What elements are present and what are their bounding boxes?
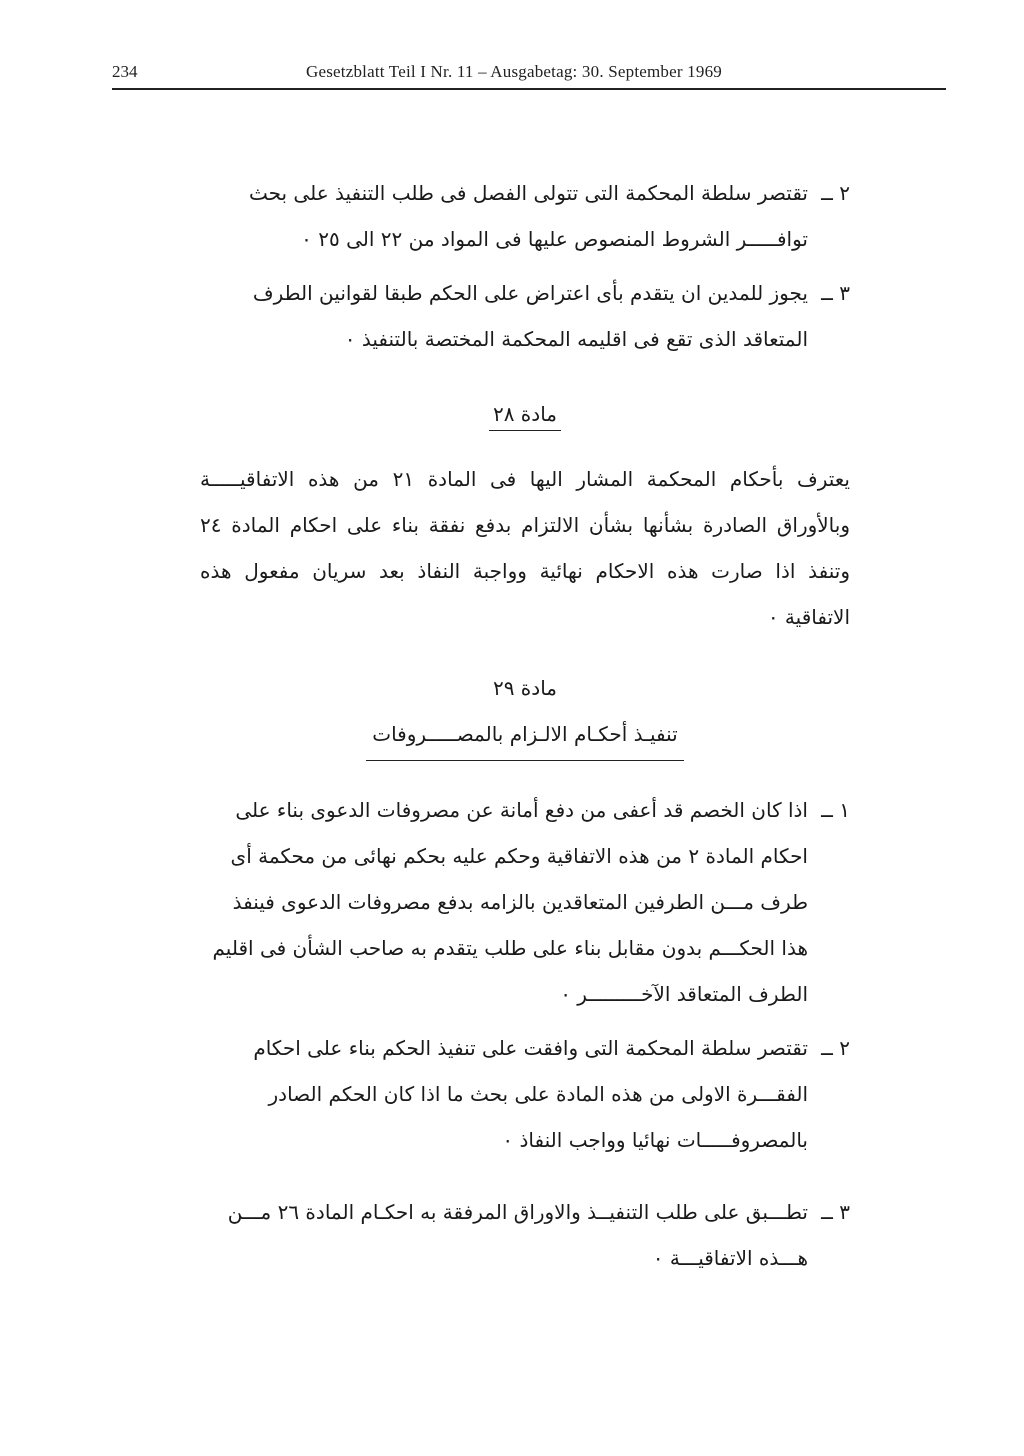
article-28-heading xyxy=(200,394,850,434)
article-28-paragraph: يعترف بأحكام المحكمة المشار اليها فى المادة ٢١ من هذه الاتفاقيـــــة وبالأوراق الصادرة بشأنها بشأن الالتزام بدفع نفقة بناء على احكام المادة ٢٤ وتنفذ اذا صارت هذه الاحكام نهائية وواجبة النفاذ بعد سريان مفعول هذه الاتفاقية ٠ xyxy=(200,467,851,629)
clause-text: يجوز للمدين ان يتقدم بأى اعتراض على الحكم طبقا لقوانين الطرف المتعاقد الذى تقع فى اقليمه المحكمة المختصة بالتنفيذ ٠ xyxy=(252,281,808,351)
clause-text: تقتصر سلطة المحكمة التى وافقت على تنفيذ الحكم بناء على احكام الفقـــرة الاولى من هذه المادة على بحث ما اذا كان الحكم الصادر بالمصروفـــــات نهائيا وواجب النفاذ ٠ xyxy=(253,1036,808,1152)
page-number: 234 xyxy=(112,62,138,81)
clause-number: ٢ ــ xyxy=(821,181,850,205)
clause-number: ٣ ــ xyxy=(821,281,850,305)
clause-text: اذا كان الخصم قد أعفى من دفع أمانة عن مصروفات الدعوى بناء على احكام المادة ٢ من هذه الاتفاقية وحكم عليه بحكم نهائى من محكمة أى طرف مـــن الطرفين المتعاقدين بالزامه بدفع مصروفات الدعوى فينفذ هذا الحكـــم بدون مقابل بناء على طلب يتقدم به صاحب الشأن فى اقليم الطرف المتعاقد الآخـــــــــر ٠ xyxy=(212,798,808,1006)
clause-27-3 xyxy=(200,270,850,362)
clause-text: تقتصر سلطة المحكمة التى تتولى الفصل فى طلب التنفيذ على بحث توافـــــر الشروط المنصوص عليها فى المواد من ٢٢ الى ٢٥ ٠ xyxy=(248,181,808,251)
gazette-header-title: Gesetzblatt Teil I Nr. 11 – Ausgabetag: 30. September 1969 xyxy=(306,62,722,81)
page-header xyxy=(112,62,946,88)
clause-text: تطـــبق على طلب التنفيــذ والاوراق المرفقة به احكـام المادة ٢٦ مـــن هـــذه الاتفاقيـــة ٠ xyxy=(227,1200,808,1270)
clause-29-1 xyxy=(200,787,850,1017)
article-28-title: مادة ٢٨ xyxy=(489,402,561,431)
article-29-title: مادة ٢٩ xyxy=(492,676,558,700)
clause-number: ٣ ــ xyxy=(821,1200,850,1224)
clause-29-2 xyxy=(200,1025,850,1163)
header-rule xyxy=(112,88,946,90)
article-29-heading xyxy=(200,668,850,708)
clause-number: ٢ ــ xyxy=(821,1036,850,1060)
clause-27-2 xyxy=(200,170,850,262)
article-29-subtitle: تنفيـذ أحكـام الالـزام بالمصـــــروفات xyxy=(366,714,684,761)
clause-29-3 xyxy=(200,1189,850,1281)
article-29-subheading xyxy=(200,714,850,761)
clause-number: ١ ــ xyxy=(821,798,850,822)
document-body xyxy=(200,170,850,1289)
